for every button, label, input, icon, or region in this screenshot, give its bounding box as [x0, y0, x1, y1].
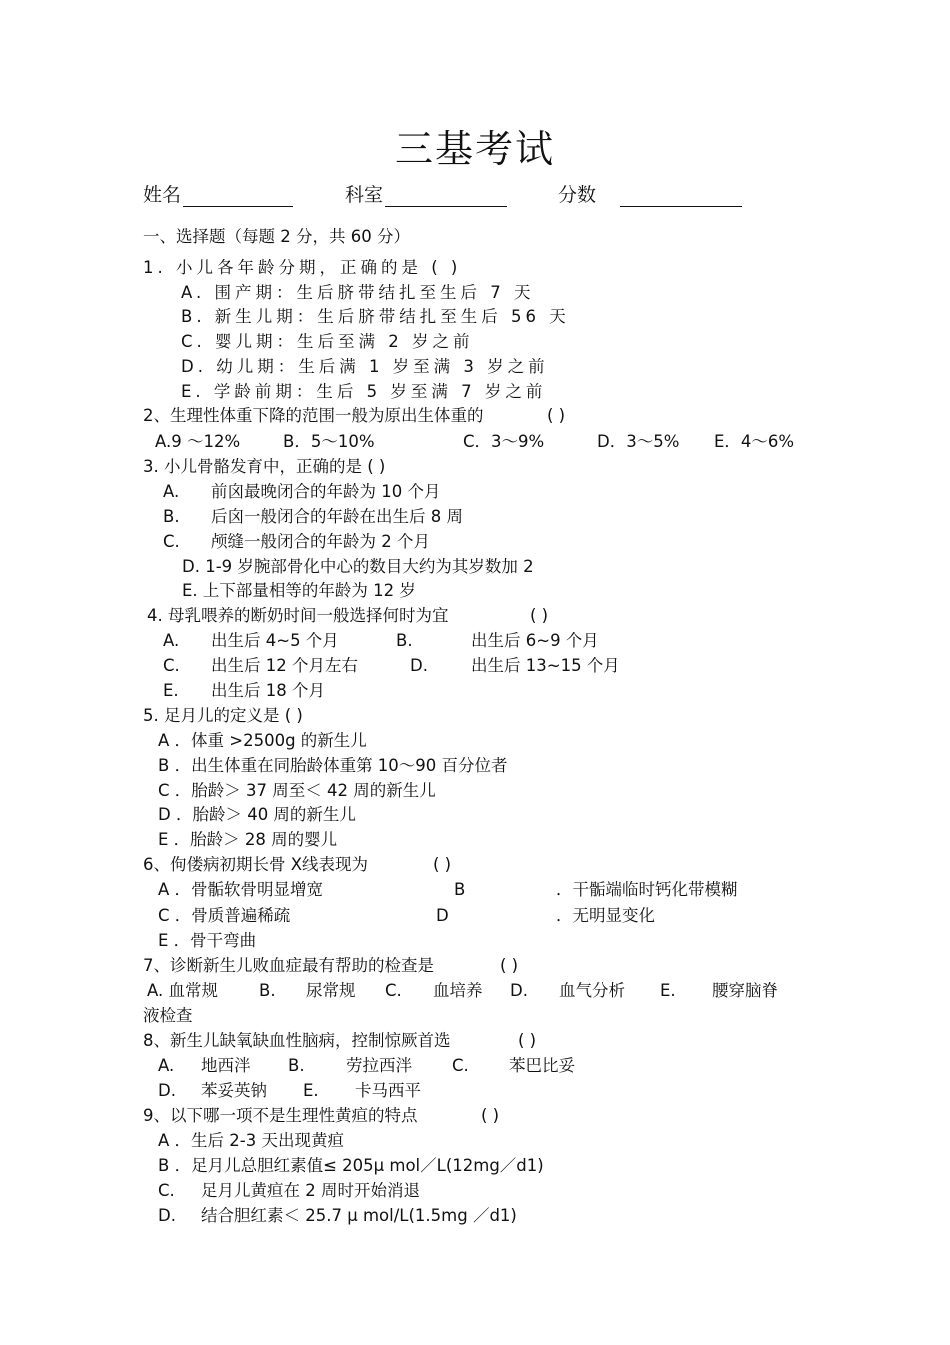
q9-option-c[interactable]: 足月儿黄疸在 2 周时开始消退: [201, 1181, 420, 1200]
q8-option-c[interactable]: 苯巴比妥: [509, 1056, 575, 1075]
q7-option-e-letter[interactable]: E.: [660, 981, 676, 1000]
q4-option-c-letter[interactable]: C.: [163, 656, 180, 675]
name-blank[interactable]: [183, 186, 293, 207]
score-label: 分数: [558, 184, 597, 206]
q2-option-a[interactable]: A.9 ～12%: [155, 432, 241, 451]
q4-option-a[interactable]: 出生后 4~5 个月: [211, 631, 339, 650]
q8-option-b[interactable]: 劳拉西泮: [346, 1056, 412, 1075]
q9-option-d-letter[interactable]: D.: [158, 1206, 176, 1225]
q5-option-c[interactable]: C ．胎龄＞ 37 周至＜ 42 周的新生儿: [158, 781, 436, 800]
q1-option-d[interactable]: D. 幼儿期：生后满 1 岁至满 3 岁之前: [181, 357, 549, 376]
q8-option-e[interactable]: 卡马西平: [355, 1081, 421, 1100]
q7-option-c[interactable]: 血培养: [433, 981, 483, 1000]
q8-option-a-letter[interactable]: A.: [158, 1056, 175, 1075]
q3-option-c-letter[interactable]: C.: [163, 532, 180, 551]
q1-option-b[interactable]: B. 新生儿期：生后脐带结扎至生后 56 天: [181, 307, 570, 326]
q3-option-d[interactable]: D. 1-9 岁腕部骨化中心的数目大约为其岁数加 2: [182, 557, 534, 576]
q5-option-a[interactable]: A ．体重 >2500g 的新生儿: [158, 731, 367, 750]
name-field[interactable]: [143, 180, 293, 207]
q7-option-e-continued[interactable]: 液检查: [143, 1006, 193, 1025]
q8-option-e-letter[interactable]: E.: [303, 1081, 319, 1100]
q8-option-b-letter[interactable]: B.: [288, 1056, 305, 1075]
q6-option-a[interactable]: A ．骨骺软骨明显增宽: [158, 880, 324, 899]
q1-option-e[interactable]: E. 学龄前期：生后 5 岁至满 7 岁之前: [181, 382, 547, 401]
q1-option-a[interactable]: A. 围产期：生后脐带结扎至生后 7 天: [181, 283, 535, 302]
q4-option-d-letter[interactable]: D.: [410, 656, 428, 675]
q3-option-e[interactable]: E. 上下部量相等的年龄为 12 岁: [182, 581, 416, 600]
q2-stem: 2、生理性体重下降的范围一般为原出生体重的: [143, 406, 484, 425]
q3-stem: 3. 小儿骨骼发育中，正确的是 ( ): [143, 457, 386, 476]
q2-option-b[interactable]: B．5～10%: [283, 432, 375, 451]
q6-option-b-letter[interactable]: B: [454, 880, 466, 899]
q7-option-e[interactable]: 腰穿脑脊: [712, 981, 778, 1000]
q9-stem: 9、以下哪一项不是生理性黄疸的特点: [143, 1106, 418, 1125]
q6-answer-paren[interactable]: ( ): [433, 855, 452, 874]
q9-option-b[interactable]: B ．足月儿总胆红素值≤ 205μ mol／L(12mg／d1): [158, 1156, 544, 1175]
q5-option-d[interactable]: D ．胎龄＞ 40 周的新生儿: [158, 805, 356, 824]
q3-option-c[interactable]: 颅缝一般闭合的年龄为 2 个月: [211, 532, 430, 551]
q4-stem: 4. 母乳喂养的断奶时间一般选择何时为宜: [147, 606, 449, 625]
q1-stem: 1. 小儿各年龄分期，正确的是 ( ): [143, 258, 462, 277]
q7-option-d-letter[interactable]: D.: [510, 981, 528, 1000]
score-field[interactable]: [558, 180, 742, 207]
q1-option-c[interactable]: C. 婴儿期：生后至满 2 岁之前: [181, 332, 474, 351]
q7-option-a[interactable]: A. 血常规: [147, 981, 218, 1000]
q4-answer-paren[interactable]: ( ): [530, 606, 549, 625]
q6-stem: 6、佝偻病初期长骨 X线表现为: [143, 855, 369, 874]
q7-option-b[interactable]: 尿常规: [306, 981, 356, 1000]
q8-answer-paren[interactable]: ( ): [518, 1031, 537, 1050]
q4-option-a-letter[interactable]: A.: [163, 631, 180, 650]
dept-blank[interactable]: [385, 186, 507, 207]
dept-label: 科室: [345, 184, 384, 206]
dept-field[interactable]: [345, 180, 507, 207]
q4-option-e[interactable]: 出生后 18 个月: [211, 681, 325, 700]
q4-option-b[interactable]: 出生后 6~9 个月: [471, 631, 599, 650]
name-label: 姓名: [143, 184, 182, 206]
q6-option-b[interactable]: ．干骺端临时钙化带模糊: [556, 880, 738, 899]
q5-stem: 5. 足月儿的定义是 ( ): [143, 706, 303, 725]
q2-option-e[interactable]: E．4～6%: [714, 432, 795, 451]
q2-option-c[interactable]: C．3～9%: [463, 432, 545, 451]
q9-option-d[interactable]: 结合胆红素＜ 25.7 μ mol/L(1.5mg ／d1): [201, 1206, 517, 1225]
q2-answer-paren[interactable]: ( ): [547, 406, 566, 425]
q2-option-d[interactable]: D．3～5%: [597, 432, 680, 451]
section-heading: 一、选择题（每题 2 分，共 60 分）: [143, 227, 410, 246]
q8-option-d[interactable]: 苯妥英钠: [201, 1081, 267, 1100]
q3-option-a[interactable]: 前囟最晚闭合的年龄为 10 个月: [211, 482, 441, 501]
q8-stem: 8、新生儿缺氧缺血性脑病，控制惊厥首选: [143, 1031, 451, 1050]
q5-option-e[interactable]: E ．胎龄＞ 28 周的婴儿: [158, 830, 338, 849]
q4-option-e-letter[interactable]: E.: [163, 681, 179, 700]
q8-option-c-letter[interactable]: C.: [452, 1056, 469, 1075]
q4-option-b-letter[interactable]: B.: [396, 631, 413, 650]
q6-option-d-letter[interactable]: D: [436, 906, 449, 925]
q7-stem: 7、诊断新生儿败血症最有帮助的检查是: [143, 956, 434, 975]
q6-option-e[interactable]: E ．骨干弯曲: [158, 931, 257, 950]
q7-option-c-letter[interactable]: C.: [385, 981, 402, 1000]
q5-option-b[interactable]: B ．出生体重在同胎龄体重第 10～90 百分位者: [158, 756, 508, 775]
q9-answer-paren[interactable]: ( ): [481, 1106, 500, 1125]
q8-option-d-letter[interactable]: D.: [158, 1081, 176, 1100]
q8-option-a[interactable]: 地西泮: [201, 1056, 251, 1075]
q3-option-a-letter[interactable]: A.: [163, 482, 180, 501]
q9-option-c-letter[interactable]: C.: [158, 1181, 175, 1200]
score-blank[interactable]: [620, 186, 742, 207]
q4-option-d[interactable]: 出生后 13~15 个月: [471, 656, 620, 675]
q7-answer-paren[interactable]: ( ): [500, 956, 519, 975]
q7-option-b-letter[interactable]: B.: [259, 981, 276, 1000]
q6-option-d[interactable]: ．无明显变化: [556, 906, 655, 925]
q6-option-c[interactable]: C ．骨质普遍稀疏: [158, 906, 291, 925]
q9-option-a[interactable]: A ．生后 2-3 天出现黄疸: [158, 1131, 344, 1150]
q3-option-b-letter[interactable]: B.: [163, 507, 180, 526]
q7-option-d[interactable]: 血气分析: [559, 981, 625, 1000]
q4-option-c[interactable]: 出生后 12 个月左右: [211, 656, 358, 675]
exam-title: 三基考试: [394, 127, 555, 171]
q3-option-b[interactable]: 后囟一般闭合的年龄在出生后 8 周: [211, 507, 463, 526]
